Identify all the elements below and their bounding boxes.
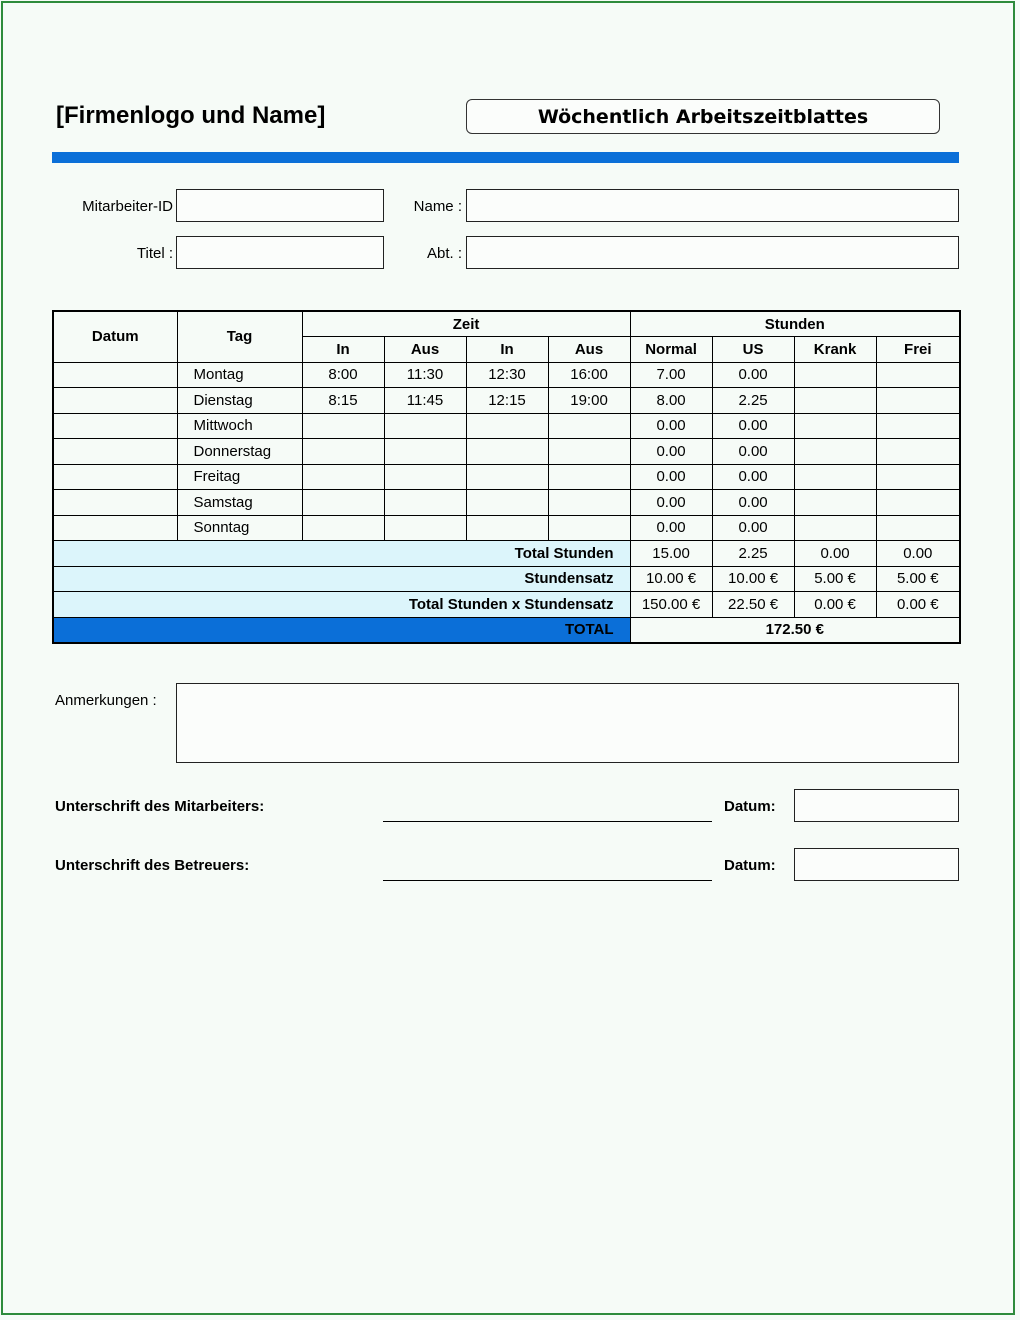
in-1-cell[interactable]: 8:00 bbox=[302, 362, 384, 388]
header-divider bbox=[52, 152, 959, 163]
employee-signature-line[interactable] bbox=[383, 821, 712, 822]
sheet-title: Wöchentlich Arbeitszeitblattes bbox=[466, 99, 940, 134]
total-us: 2.25 bbox=[712, 541, 794, 567]
date-cell[interactable] bbox=[53, 413, 177, 439]
krank-cell[interactable] bbox=[794, 490, 876, 516]
out-1-cell[interactable] bbox=[384, 439, 466, 465]
us-cell: 2.25 bbox=[712, 388, 794, 414]
day-cell: Samstag bbox=[177, 490, 302, 516]
group-header-time: Zeit bbox=[302, 311, 630, 337]
table-row bbox=[53, 515, 960, 541]
out-2-cell[interactable]: 16:00 bbox=[548, 362, 630, 388]
in-2-cell[interactable]: 12:30 bbox=[466, 362, 548, 388]
title-label: Titel : bbox=[136, 245, 173, 262]
rate-krank[interactable]: 5.00 € bbox=[794, 566, 876, 592]
col-header-out-1: Aus bbox=[384, 337, 466, 363]
day-cell: Freitag bbox=[177, 464, 302, 490]
date-cell[interactable] bbox=[53, 490, 177, 516]
out-1-cell[interactable] bbox=[384, 464, 466, 490]
col-header-frei: Frei bbox=[876, 337, 960, 363]
normal-cell: 0.00 bbox=[630, 464, 712, 490]
krank-cell[interactable] bbox=[794, 439, 876, 465]
table-row bbox=[53, 490, 960, 516]
out-2-cell[interactable] bbox=[548, 515, 630, 541]
normal-cell: 8.00 bbox=[630, 388, 712, 414]
frei-cell[interactable] bbox=[876, 490, 960, 516]
employee-id-label: Mitarbeiter-ID bbox=[82, 198, 173, 215]
rate-frei[interactable]: 5.00 € bbox=[876, 566, 960, 592]
frei-cell[interactable] bbox=[876, 464, 960, 490]
total-hours-row bbox=[53, 541, 960, 567]
normal-cell: 0.00 bbox=[630, 413, 712, 439]
supervisor-date-field[interactable] bbox=[794, 848, 959, 881]
in-2-cell[interactable] bbox=[466, 464, 548, 490]
date-cell[interactable] bbox=[53, 388, 177, 414]
out-1-cell[interactable]: 11:30 bbox=[384, 362, 466, 388]
us-cell: 0.00 bbox=[712, 515, 794, 541]
in-1-cell[interactable] bbox=[302, 413, 384, 439]
pay-frei: 0.00 € bbox=[876, 592, 960, 618]
out-1-cell[interactable] bbox=[384, 515, 466, 541]
normal-cell: 7.00 bbox=[630, 362, 712, 388]
pay-krank: 0.00 € bbox=[794, 592, 876, 618]
frei-cell[interactable] bbox=[876, 439, 960, 465]
notes-label: Anmerkungen : bbox=[55, 692, 157, 709]
total-hours-label: Total Stunden bbox=[53, 541, 630, 567]
total-x-rate-label: Total Stunden x Stundensatz bbox=[53, 592, 630, 618]
rate-label: Stundensatz bbox=[53, 566, 630, 592]
in-1-cell[interactable] bbox=[302, 464, 384, 490]
out-2-cell[interactable] bbox=[548, 464, 630, 490]
pay-normal: 150.00 € bbox=[630, 592, 712, 618]
table-row bbox=[53, 413, 960, 439]
group-header-hours: Stunden bbox=[630, 311, 960, 337]
supervisor-date-label: Datum: bbox=[724, 857, 776, 874]
krank-cell[interactable] bbox=[794, 413, 876, 439]
employee-date-label: Datum: bbox=[724, 798, 776, 815]
day-cell: Mittwoch bbox=[177, 413, 302, 439]
in-2-cell[interactable]: 12:15 bbox=[466, 388, 548, 414]
in-1-cell[interactable] bbox=[302, 490, 384, 516]
in-2-cell[interactable] bbox=[466, 439, 548, 465]
col-header-krank: Krank bbox=[794, 337, 876, 363]
day-cell: Dienstag bbox=[177, 388, 302, 414]
supervisor-signature-label: Unterschrift des Betreuers: bbox=[55, 857, 250, 874]
date-cell[interactable] bbox=[53, 464, 177, 490]
col-header-normal: Normal bbox=[630, 337, 712, 363]
day-cell: Sonntag bbox=[177, 515, 302, 541]
us-cell: 0.00 bbox=[712, 464, 794, 490]
in-2-cell[interactable] bbox=[466, 490, 548, 516]
krank-cell[interactable] bbox=[794, 362, 876, 388]
day-cell: Montag bbox=[177, 362, 302, 388]
title-field[interactable] bbox=[176, 236, 384, 269]
out-2-cell[interactable] bbox=[548, 490, 630, 516]
notes-field[interactable] bbox=[176, 683, 959, 763]
pay-us: 22.50 € bbox=[712, 592, 794, 618]
col-header-date: Datum bbox=[53, 311, 177, 362]
normal-cell: 0.00 bbox=[630, 515, 712, 541]
frei-cell[interactable] bbox=[876, 515, 960, 541]
us-cell: 0.00 bbox=[712, 490, 794, 516]
col-header-out-2: Aus bbox=[548, 337, 630, 363]
krank-cell[interactable] bbox=[794, 464, 876, 490]
total-normal: 15.00 bbox=[630, 541, 712, 567]
grand-total-value: 172.50 € bbox=[630, 617, 960, 643]
krank-cell[interactable] bbox=[794, 388, 876, 414]
in-1-cell[interactable]: 8:15 bbox=[302, 388, 384, 414]
employee-date-field[interactable] bbox=[794, 789, 959, 822]
col-header-in-1: In bbox=[302, 337, 384, 363]
table-row bbox=[53, 362, 960, 388]
rate-row bbox=[53, 566, 960, 592]
in-1-cell[interactable] bbox=[302, 439, 384, 465]
frei-cell[interactable] bbox=[876, 388, 960, 414]
frei-cell[interactable] bbox=[876, 413, 960, 439]
total-frei: 0.00 bbox=[876, 541, 960, 567]
table-row bbox=[53, 439, 960, 465]
us-cell: 0.00 bbox=[712, 413, 794, 439]
out-1-cell[interactable] bbox=[384, 490, 466, 516]
date-cell[interactable] bbox=[53, 515, 177, 541]
us-cell: 0.00 bbox=[712, 362, 794, 388]
col-header-in-2: In bbox=[466, 337, 548, 363]
table-row bbox=[53, 464, 960, 490]
krank-cell[interactable] bbox=[794, 515, 876, 541]
employee-signature-label: Unterschrift des Mitarbeiters: bbox=[55, 798, 265, 815]
in-1-cell[interactable] bbox=[302, 515, 384, 541]
col-header-us: US bbox=[712, 337, 794, 363]
normal-cell: 0.00 bbox=[630, 490, 712, 516]
total-krank: 0.00 bbox=[794, 541, 876, 567]
in-2-cell[interactable] bbox=[466, 515, 548, 541]
out-2-cell[interactable] bbox=[548, 413, 630, 439]
name-label: Name : bbox=[413, 198, 462, 215]
grand-total-row bbox=[53, 617, 960, 643]
name-field[interactable] bbox=[466, 189, 959, 222]
employee-id-field[interactable] bbox=[176, 189, 384, 222]
table-row bbox=[53, 388, 960, 414]
total-x-rate-row bbox=[53, 592, 960, 618]
frei-cell[interactable] bbox=[876, 362, 960, 388]
grand-total-label: TOTAL bbox=[53, 617, 630, 643]
normal-cell: 0.00 bbox=[630, 439, 712, 465]
supervisor-signature-line[interactable] bbox=[383, 880, 712, 881]
col-header-day: Tag bbox=[177, 311, 302, 362]
company-name: [Firmenlogo und Name] bbox=[56, 102, 326, 129]
rate-us[interactable]: 10.00 € bbox=[712, 566, 794, 592]
out-1-cell[interactable]: 11:45 bbox=[384, 388, 466, 414]
rate-normal[interactable]: 10.00 € bbox=[630, 566, 712, 592]
timesheet-table bbox=[52, 310, 961, 644]
out-2-cell[interactable] bbox=[548, 439, 630, 465]
out-2-cell[interactable]: 19:00 bbox=[548, 388, 630, 414]
department-label: Abt. : bbox=[426, 245, 462, 262]
date-cell[interactable] bbox=[53, 362, 177, 388]
date-cell[interactable] bbox=[53, 439, 177, 465]
day-cell: Donnerstag bbox=[177, 439, 302, 465]
in-2-cell[interactable] bbox=[466, 413, 548, 439]
out-1-cell[interactable] bbox=[384, 413, 466, 439]
us-cell: 0.00 bbox=[712, 439, 794, 465]
department-field[interactable] bbox=[466, 236, 959, 269]
